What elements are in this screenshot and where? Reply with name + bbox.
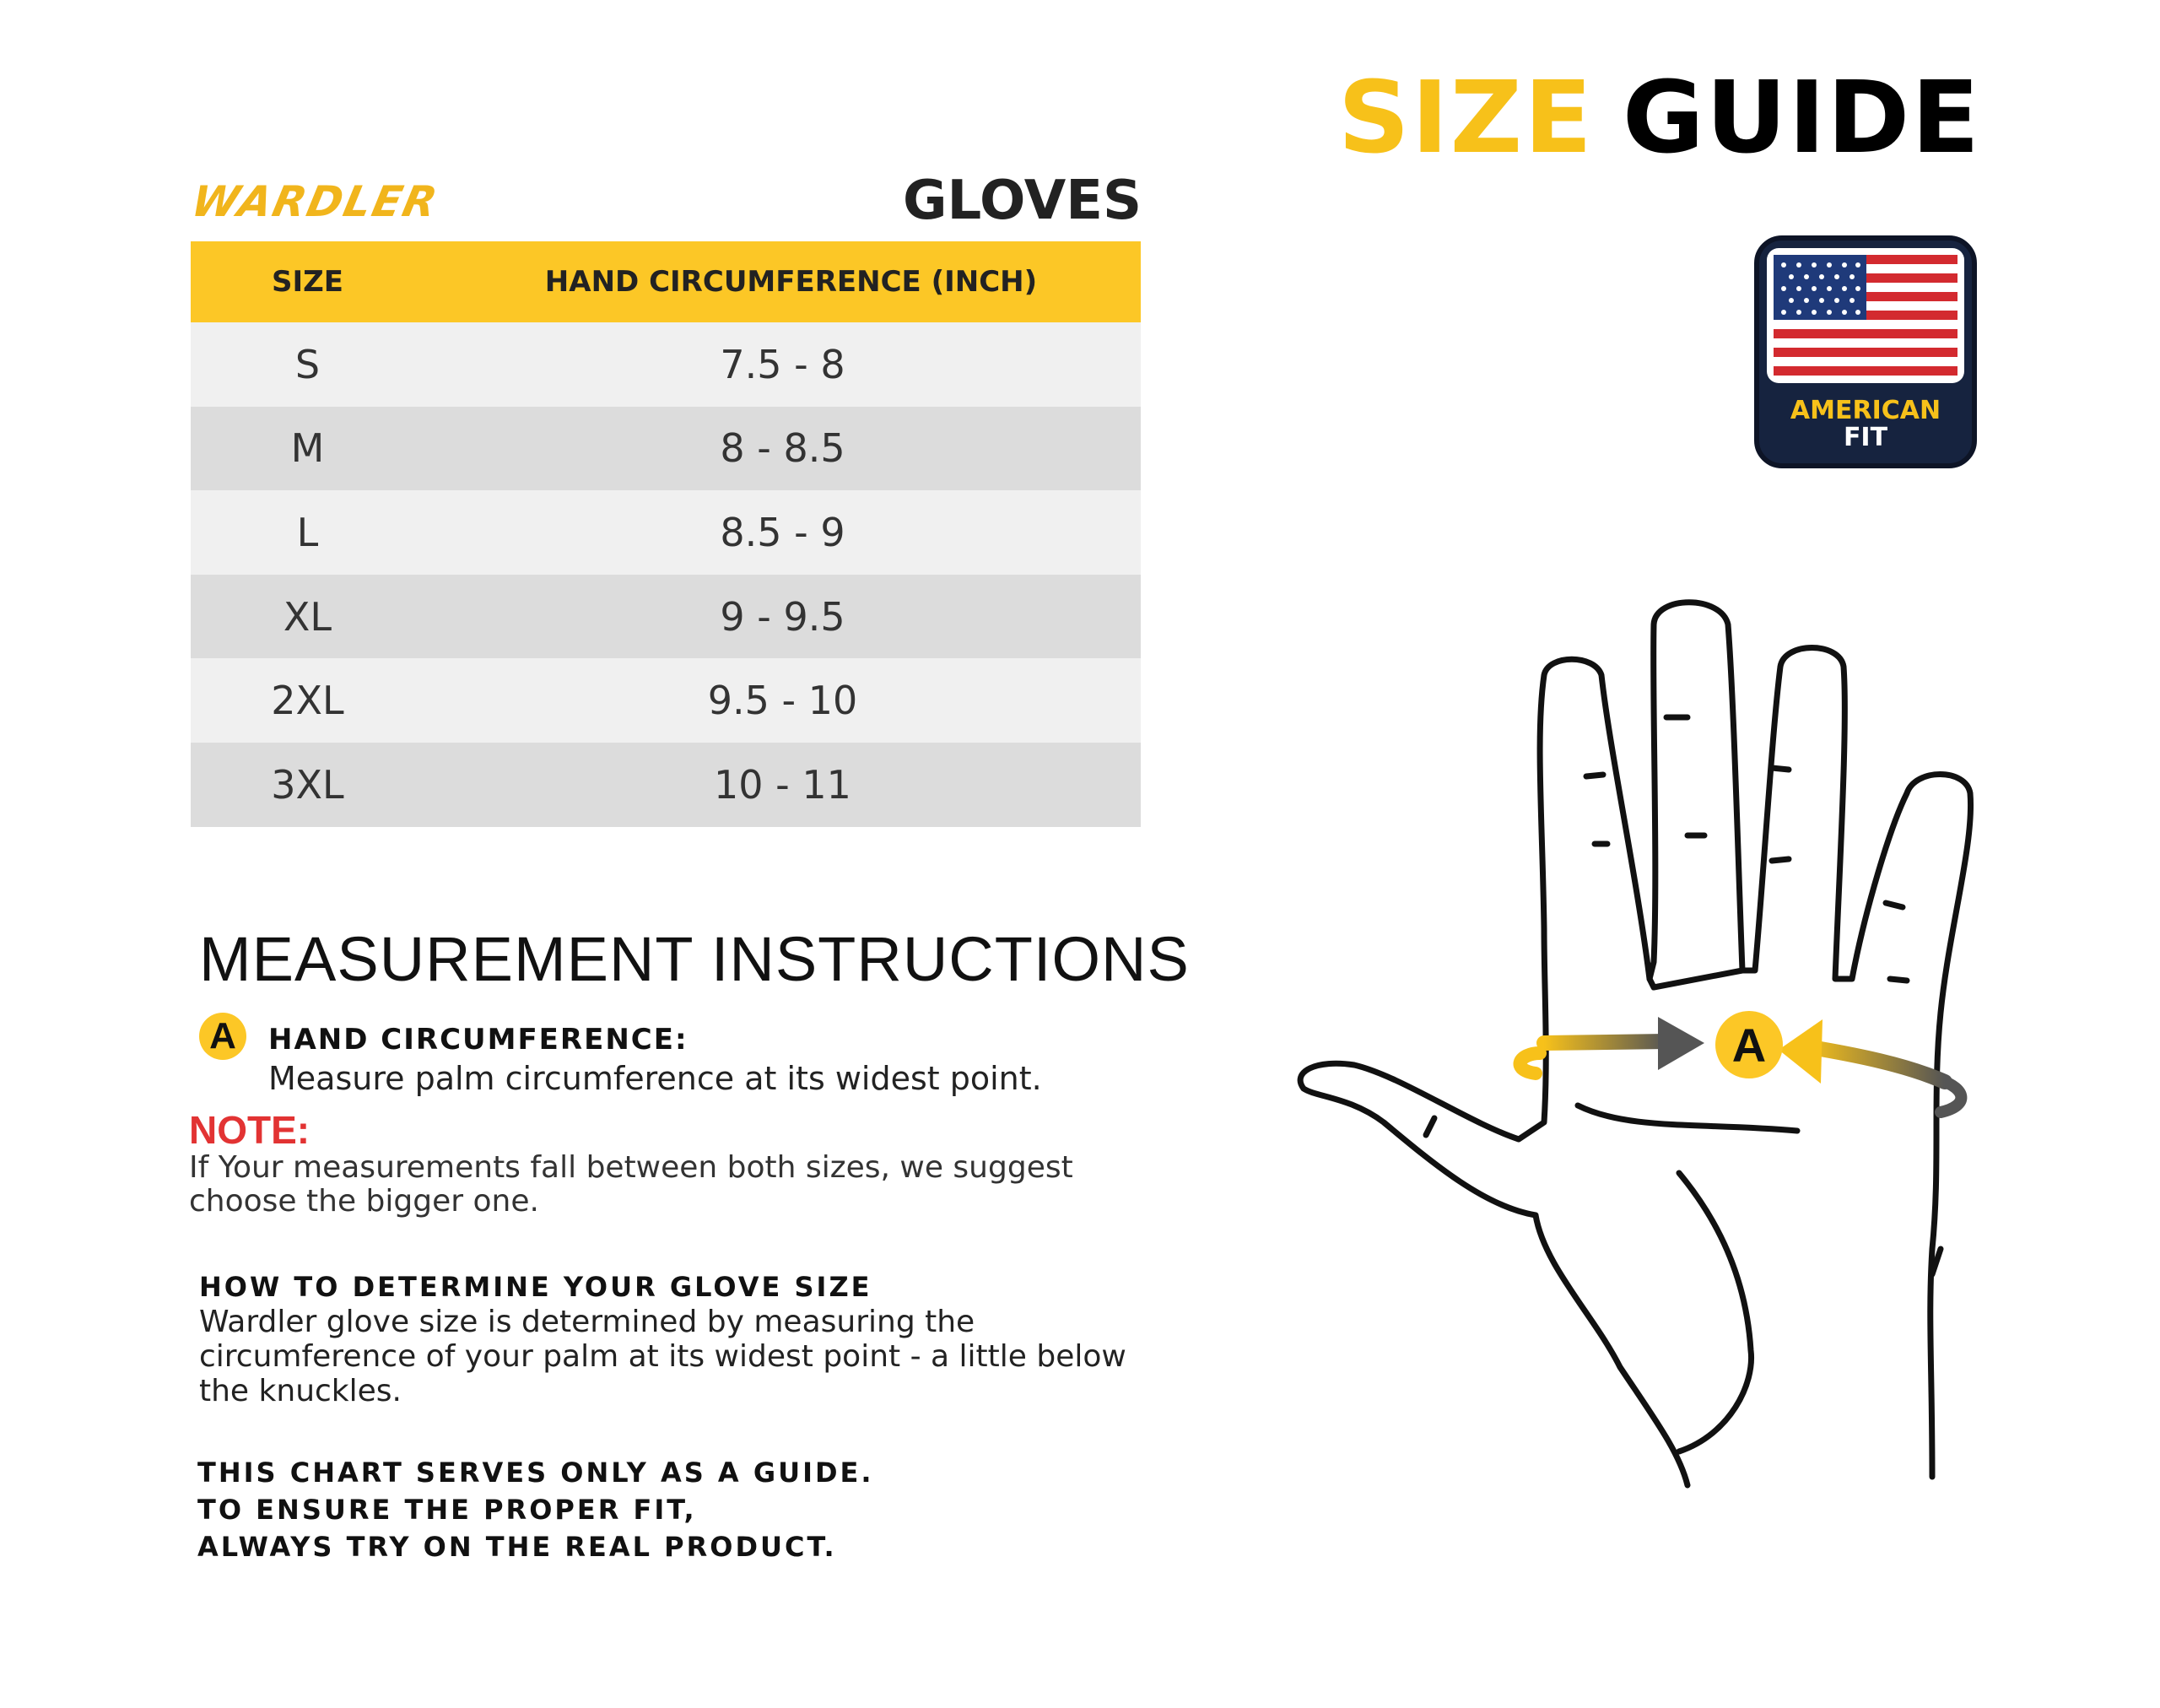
range-cell: 10 - 11 — [714, 761, 851, 808]
size-table — [191, 241, 1141, 827]
range-cell: 9.5 - 10 — [707, 678, 858, 724]
instructions-heading: MEASUREMENT INSTRUCTIONS — [199, 924, 1190, 994]
page-title — [1337, 59, 1981, 176]
size-cell: XL — [283, 593, 332, 640]
hand-circumference-text: Measure palm circumference at its widest point. — [268, 1060, 1042, 1097]
circumference-column-header: HAND CIRCUMFERENCE (INCH) — [544, 265, 1038, 299]
size-cell: S — [294, 341, 321, 387]
table-row — [191, 407, 1141, 491]
guide-disclaimer-line: THIS CHART SERVES ONLY AS A GUIDE. — [197, 1457, 874, 1489]
size-cell: L — [296, 509, 319, 555]
table-header — [191, 241, 1141, 322]
brand-logo: WARDLER — [186, 177, 443, 226]
size-cell: M — [290, 425, 325, 472]
table-row — [191, 743, 1141, 827]
badge-american-text: AMERICAN — [1790, 396, 1941, 425]
us-flag-icon — [1774, 255, 1958, 378]
how-to-heading: HOW TO DETERMINE YOUR GLOVE SIZE — [199, 1271, 872, 1303]
american-fit-badge — [1752, 233, 1979, 471]
range-cell: 7.5 - 8 — [720, 341, 845, 387]
size-cell: 2XL — [271, 678, 344, 724]
range-cell: 9 - 9.5 — [720, 593, 845, 640]
size-cell: 3XL — [271, 761, 344, 808]
note-text: If Your measurements fall between both sizes, we suggest choose the bigger one. — [189, 1150, 1073, 1219]
range-cell: 8.5 - 9 — [720, 509, 845, 555]
table-row — [191, 322, 1141, 407]
table-body — [191, 322, 1141, 827]
guide-disclaimer-line: TO ENSURE THE PROPER FIT, — [197, 1494, 697, 1526]
hand-circumference-label: HAND CIRCUMFERENCE: — [268, 1023, 688, 1057]
table-row — [191, 575, 1141, 659]
how-to-text: Wardler glove size is determined by measuring the circumference of your palm at its widest point - a little below the knuckles. — [199, 1305, 1126, 1408]
table-row — [191, 658, 1141, 743]
title-guide: GUIDE — [1622, 59, 1981, 176]
title-size: SIZE — [1337, 59, 1594, 176]
marker-a-badge: A — [199, 1013, 246, 1060]
hand-diagram — [1266, 582, 1991, 1494]
marker-a-label: A — [1731, 1019, 1767, 1072]
size-column-header: SIZE — [271, 265, 344, 299]
guide-disclaimer-line: ALWAYS TRY ON THE REAL PRODUCT. — [197, 1531, 837, 1563]
badge-fit-text: FIT — [1843, 423, 1888, 452]
product-label: GLOVES — [903, 170, 1142, 232]
table-row — [191, 490, 1141, 575]
range-cell: 8 - 8.5 — [720, 425, 845, 472]
note-label: NOTE: — [189, 1108, 310, 1152]
